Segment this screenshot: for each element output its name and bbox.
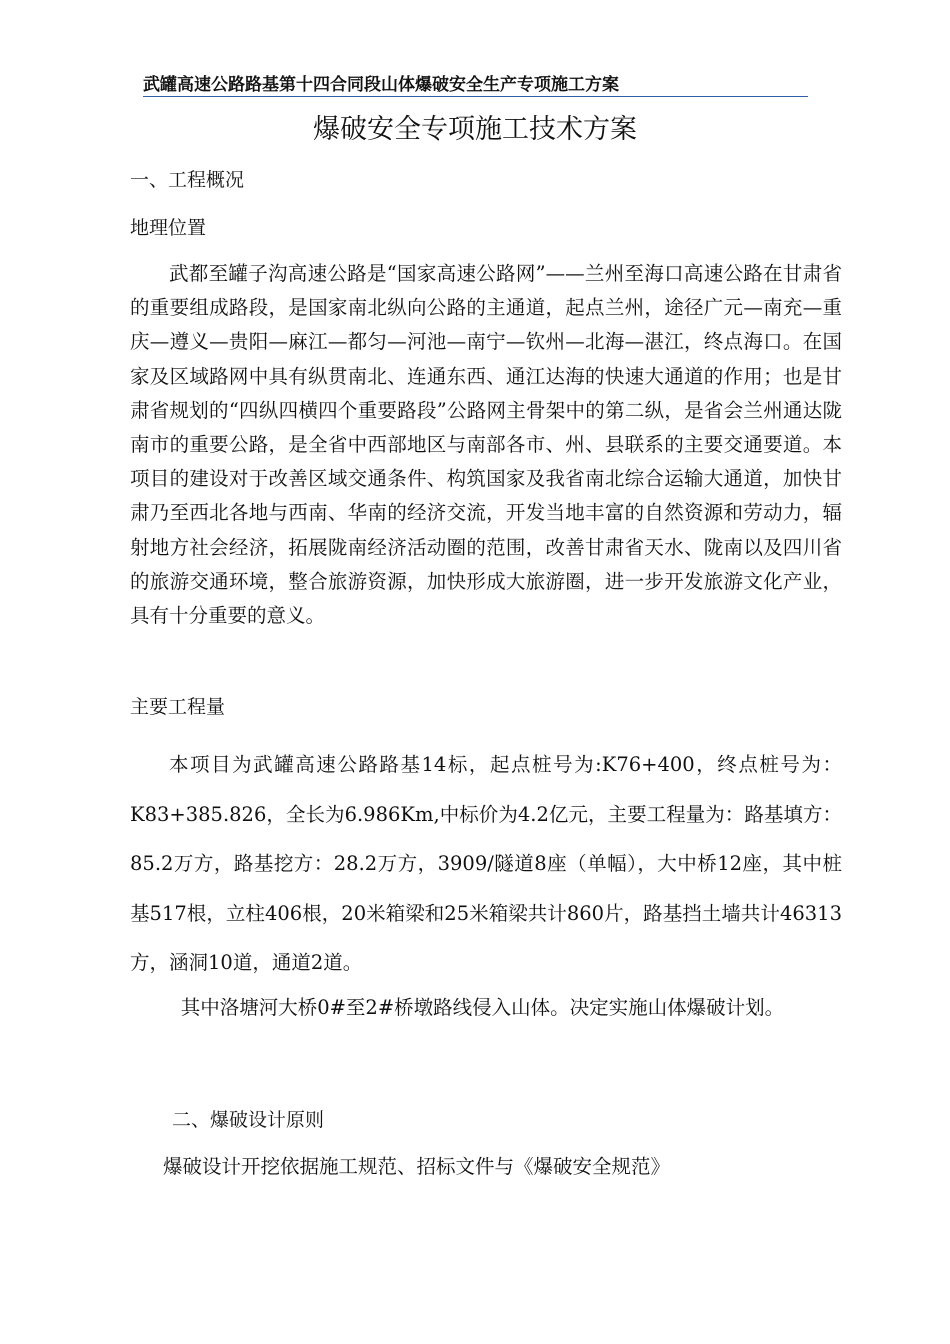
subheading-quantities: 主要工程量 xyxy=(130,696,226,718)
paragraph-quantities: 本项目为武罐高速公路路基14标，起点桩号为:K76+400，终点桩号为：K83+385.826，全长为6.986Km,中标价为4.2亿元，主要工程量为：路基填方：85.2万方，路基挖方：28.2万方，3909/隧道8座（单幅），大中桥12座，其中桩基517根，立柱406根，20米箱梁和25米箱梁共计860片，路基挡土墙共计46313方，涵洞10道，通道2道。 xyxy=(130,753,842,974)
section-2-heading: 二、爆破设计原则 xyxy=(172,1109,325,1131)
paragraph-blasting-plan: 其中洛塘河大桥0#至2#桥墩路线侵入山体。决定实施山体爆破计划。 xyxy=(180,996,785,1019)
paragraph-location: 武都至罐子沟高速公路是“国家高速公路网”——兰州至海口高速公路在甘肃省的重要组成路段，是国家南北纵向公路的主通道，起点兰州，途径广元—南充—重庆—遵义—贵阳—麻江—都匀—河池—南宁—钦州—北海—湛江，终点海口。在国家及区域路网中具有纵贯南北、连通东西、通江达海的快速大通道的作用；也是甘肃省规划的“四纵四横四个重要路段”公路网主骨架中的第二纵，是省会兰州通达陇南市的重要公路，是全省中西部地区与南部各市、州、县联系的主要交通要道。本项目的建设对于改善区域交通条件、构筑国家及我省南北综合运输大通道，加快甘肃乃至西北各地与西南、华南的经济交流，开发当地丰富的自然资源和劳动力，辐射地方社会经济，拓展陇南经济活动圈的范围，改善甘肃省天水、陇南以及四川省的旅游交通环境，整合旅游资源，加快形成大旅游圈，进一步开发旅游文化产业，具有十分重要的意义。 xyxy=(130,262,842,628)
section-1-heading: 一、工程概况 xyxy=(130,169,245,191)
subheading-location: 地理位置 xyxy=(130,217,207,239)
document-title: 爆破安全专项施工技术方案 xyxy=(313,114,637,145)
page-header: 武罐高速公路路基第十四合同段山体爆破安全生产专项施工方案 xyxy=(143,74,808,97)
paragraph-design-basis: 爆破设计开挖依据施工规范、招标文件与《爆破安全规范》 xyxy=(163,1155,671,1178)
